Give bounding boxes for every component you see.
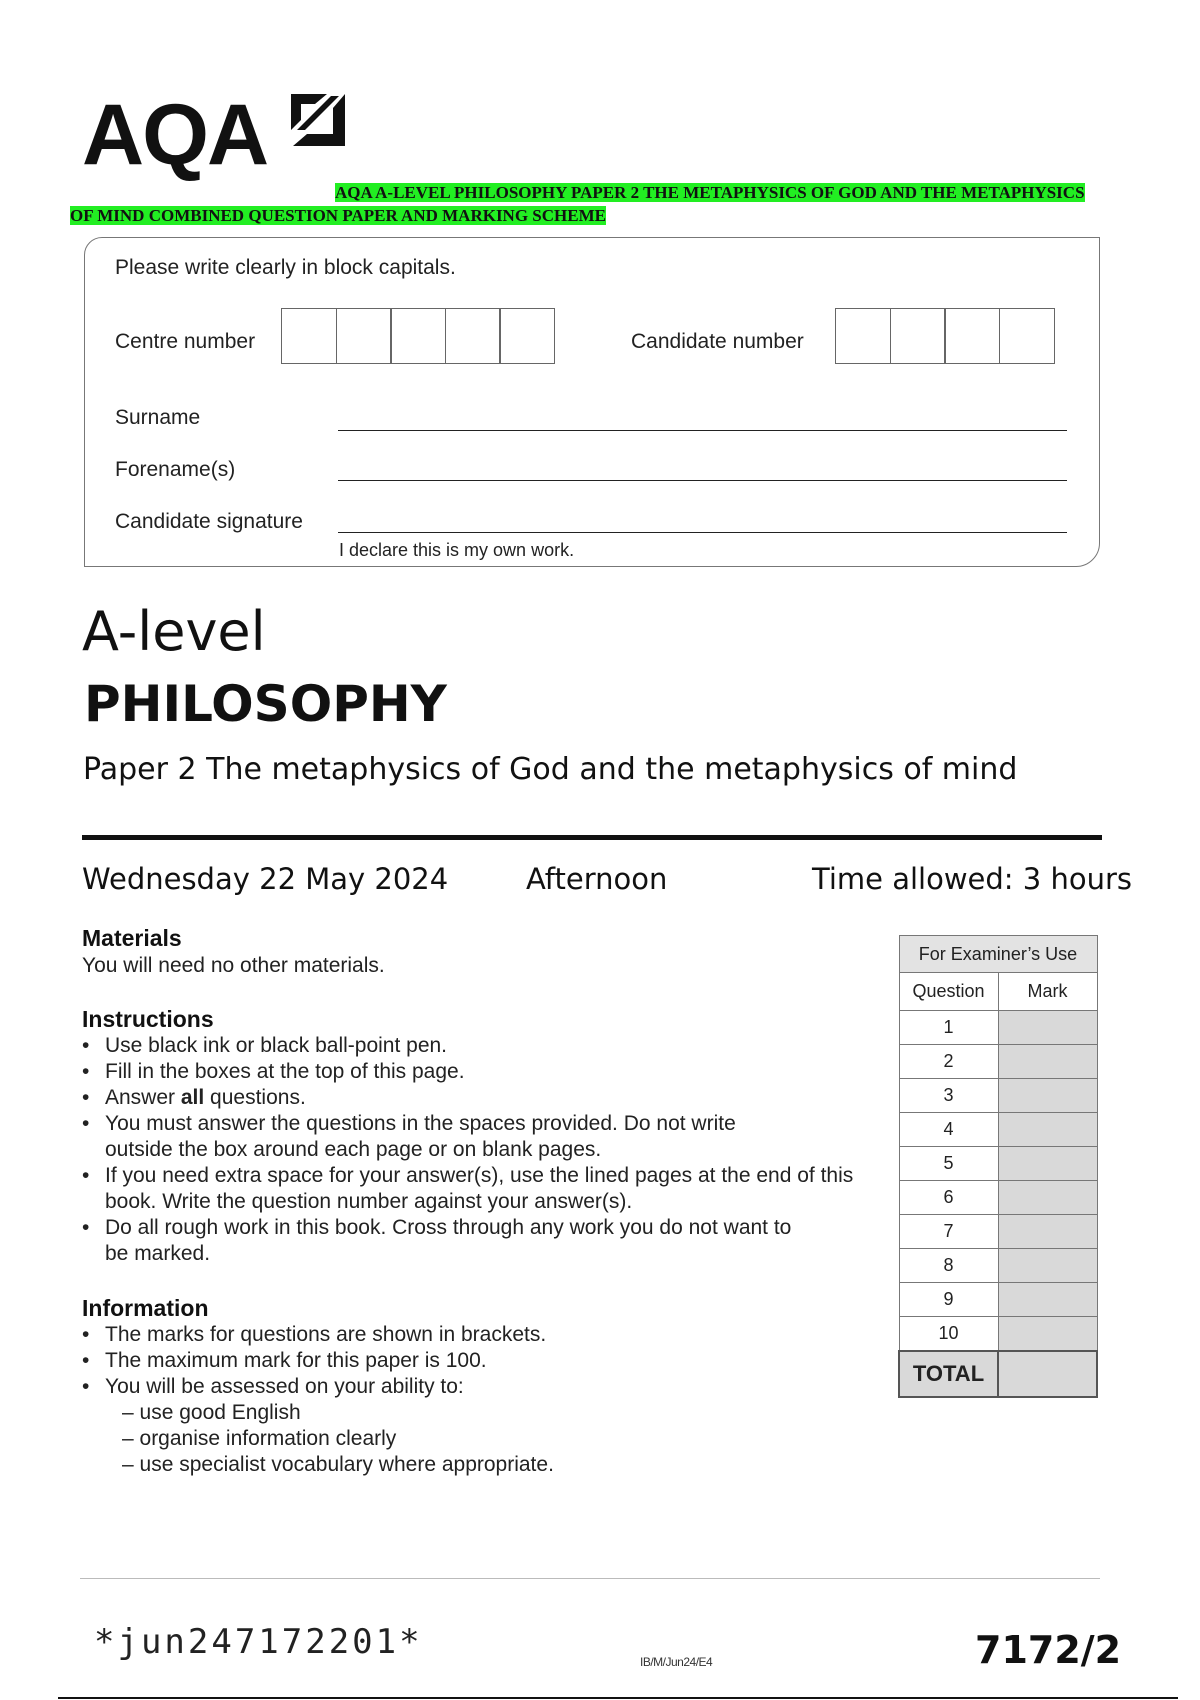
table-row [899, 1181, 1097, 1215]
total-label: TOTAL [899, 1351, 998, 1397]
exam-session: Afternoon [526, 862, 668, 896]
question-number: 10 [899, 1317, 998, 1352]
highlighted-title [70, 181, 1100, 227]
highlighted-title-text: AQA A-LEVEL PHILOSOPHY PAPER 2 THE METAPHYSICS OF GOD AND THE METAPHYSICS OF MIND COMBINED QUESTION PAPER AND MARKING SCHEME [70, 183, 1085, 225]
footer-divider [80, 1578, 1100, 1579]
information-list [82, 1322, 782, 1400]
examiner-table-title: For Examiner’s Use [899, 936, 1097, 973]
question-column-header: Question [899, 973, 998, 1011]
candidate-number-digit[interactable] [944, 308, 1000, 364]
table-row [899, 1283, 1097, 1317]
candidate-number-digit[interactable] [999, 308, 1055, 364]
list-item: • You will be assessed on your ability to: [82, 1374, 782, 1400]
time-allowed: Time allowed: 3 hours [812, 862, 1132, 896]
centre-number-digit[interactable] [281, 308, 337, 364]
list-item: • If you need extra space for your answer(s), use the lined pages at the end of this book. Write the question number against your answer(s). [82, 1163, 862, 1215]
instructions-heading: Instructions [82, 1006, 214, 1032]
surname-field[interactable] [338, 430, 1067, 431]
mark-cell [998, 1317, 1097, 1352]
instructions-list [82, 1033, 862, 1267]
aqa-logo-text: AQA [82, 87, 268, 183]
examiner-use-table [898, 935, 1098, 1398]
mark-cell [998, 1045, 1097, 1079]
list-item: – organise information clearly [122, 1427, 397, 1450]
aqa-tick-mark-icon [287, 90, 349, 150]
table-row [899, 1215, 1097, 1249]
question-number: 7 [899, 1215, 998, 1249]
paper-title: Paper 2 The metaphysics of God and the metaphysics of mind [83, 752, 1018, 787]
materials-text: You will need no other materials. [82, 954, 385, 977]
mark-cell [998, 1283, 1097, 1317]
mark-cell [998, 1215, 1097, 1249]
mark-column-header: Mark [998, 973, 1097, 1011]
candidate-number-label: Candidate number [631, 330, 804, 353]
mark-cell [998, 1079, 1097, 1113]
centre-number-digit[interactable] [390, 308, 446, 364]
question-number: 9 [899, 1283, 998, 1317]
table-row [899, 1011, 1097, 1045]
total-row [899, 1351, 1097, 1397]
document-reference: IB/M/Jun24/E4 [640, 1655, 713, 1669]
paper-code: 7172/2 [975, 1628, 1122, 1672]
centre-number-boxes[interactable] [281, 308, 555, 364]
materials-heading: Materials [82, 925, 182, 951]
forename-field[interactable] [338, 480, 1067, 481]
exam-date: Wednesday 22 May 2024 [82, 862, 449, 896]
heading-divider [82, 835, 1102, 840]
forename-label: Forename(s) [115, 458, 236, 481]
question-number: 2 [899, 1045, 998, 1079]
assessment-criteria-list [100, 1400, 822, 1478]
candidate-details-box [84, 237, 1100, 567]
table-row [899, 1045, 1097, 1079]
table-row [899, 1317, 1097, 1352]
list-item: • Fill in the boxes at the top of this page. [82, 1059, 862, 1085]
question-number: 3 [899, 1079, 998, 1113]
subject-heading: PHILOSOPHY [84, 675, 447, 733]
question-number: 5 [899, 1147, 998, 1181]
mark-cell [998, 1147, 1097, 1181]
centre-number-digit[interactable] [336, 308, 392, 364]
centre-number-digit[interactable] [445, 308, 501, 364]
block-capitals-instruction: Please write clearly in block capitals. [115, 256, 456, 279]
aqa-logo [82, 87, 352, 183]
signature-field[interactable] [338, 532, 1067, 533]
question-number: 4 [899, 1113, 998, 1147]
table-row [899, 1113, 1097, 1147]
page-bottom-rule [58, 1697, 1178, 1699]
surname-label: Surname [115, 406, 201, 429]
signature-label: Candidate signature [115, 510, 303, 533]
list-item: – use good English [122, 1401, 301, 1424]
list-item: • The marks for questions are shown in brackets. [82, 1322, 782, 1348]
question-number: 8 [899, 1249, 998, 1283]
question-number: 6 [899, 1181, 998, 1215]
candidate-number-digit[interactable] [890, 308, 946, 364]
candidate-number-digit[interactable] [835, 308, 891, 364]
list-item: • Answer all questions. [82, 1085, 862, 1111]
list-item: • The maximum mark for this paper is 100. [82, 1348, 782, 1374]
table-row [899, 1079, 1097, 1113]
list-item: • You must answer the questions in the spaces provided. Do not write outside the box around each page or on blank pages. [82, 1111, 785, 1163]
total-mark-cell [998, 1351, 1097, 1397]
list-item: – use specialist vocabulary where appropriate. [122, 1453, 554, 1476]
centre-number-label: Centre number [115, 330, 256, 353]
information-heading: Information [82, 1295, 209, 1321]
mark-cell [998, 1011, 1097, 1045]
candidate-number-boxes[interactable] [835, 308, 1055, 364]
table-row [899, 1249, 1097, 1283]
list-item: • Do all rough work in this book. Cross through any work you do not want to be marked. [82, 1215, 815, 1267]
own-work-declaration: I declare this is my own work. [339, 540, 575, 560]
mark-cell [998, 1113, 1097, 1147]
centre-number-digit[interactable] [499, 308, 555, 364]
list-item: • Use black ink or black ball-point pen. [82, 1033, 862, 1059]
mark-cell [998, 1249, 1097, 1283]
qualification-heading: A-level [82, 600, 266, 663]
question-number: 1 [899, 1011, 998, 1045]
mark-cell [998, 1181, 1097, 1215]
table-row [899, 1147, 1097, 1181]
barcode-text: *jun247172201* [94, 1622, 423, 1662]
